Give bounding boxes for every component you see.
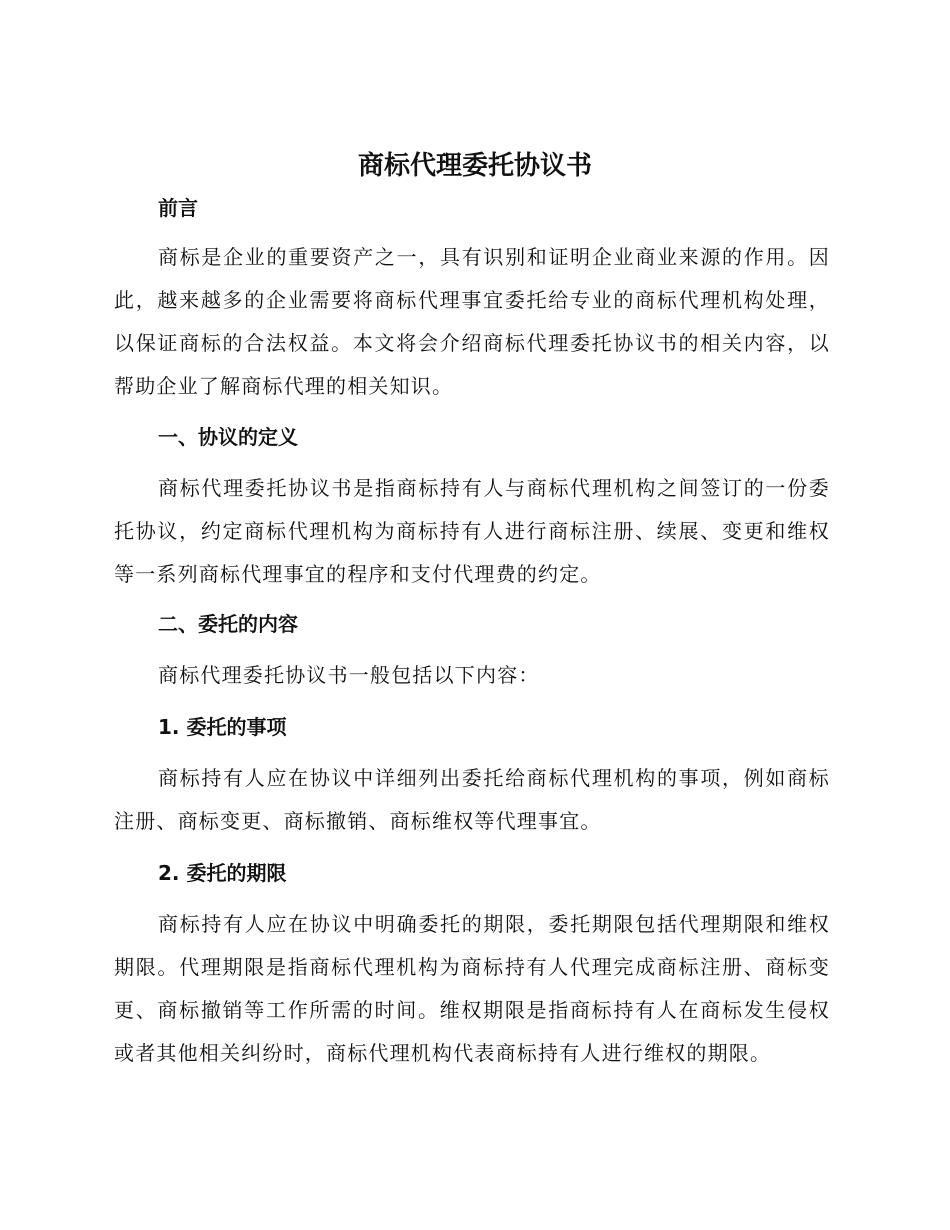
preface-heading: 前言 <box>158 196 198 220</box>
section-content-heading: 二、委托的内容 <box>158 612 298 636</box>
document-title: 商标代理委托协议书 <box>357 151 592 181</box>
section-content-paragraph: 商标代理委托协议书一般包括以下内容： <box>158 663 540 687</box>
preface-paragraph: 商标是企业的重要资产之一，具有识别和证明企业商业来源的作用。因此，越来越多的企业需要将商标代理事宜委托给专业的商标代理机构处理，以保证商标的合法权益。本文将会介绍商标代理委托协议书的相关内容，以帮助企业了解商标代理的相关知识。 <box>114 245 830 398</box>
section-definition-paragraph: 商标代理委托协议书是指商标持有人与商标代理机构之间签订的一份委托协议，约定商标代理机构为商标持有人进行商标注册、续展、变更和维权等一系列商标代理事宜的程序和支付代理费的约定。 <box>114 476 830 586</box>
subsection-term-paragraph: 商标持有人应在协议中明确委托的期限，委托期限包括代理期限和维权期限。代理期限是指商标代理机构为商标持有人代理完成商标注册、商标变更、商标撤销等工作所需的时间。维权期限是指商标持有人在商标发生侵权或者其他相关纠纷时，商标代理机构代表商标持有人进行维权的期限。 <box>114 912 830 1065</box>
subsection-matters-paragraph: 商标持有人应在协议中详细列出委托给商标代理机构的事项，例如商标注册、商标变更、商标撤销、商标维权等代理事宜。 <box>114 766 830 833</box>
subsection-term-heading: 2. 委托的期限 <box>158 861 287 885</box>
subsection-matters-heading: 1. 委托的事项 <box>158 715 287 739</box>
section-definition-heading: 一、协议的定义 <box>158 425 298 449</box>
